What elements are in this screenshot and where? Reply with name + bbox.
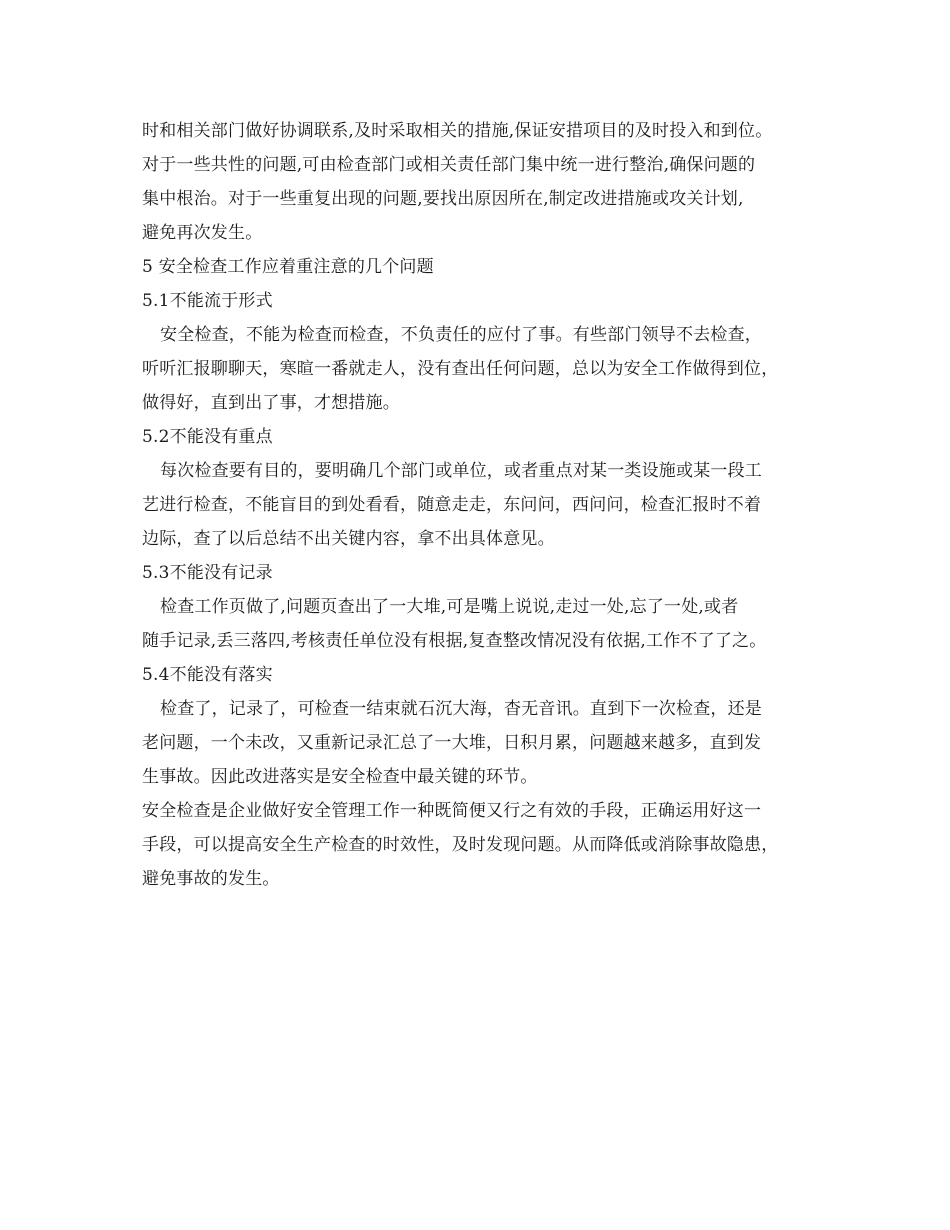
text-line: 艺进行检查，不能盲目的到处看看，随意走走，东问问，西问问，检查汇报时不着 <box>142 495 762 515</box>
text-line: 对于一些共性的问题,可由检查部门或相关责任部门集中统一进行整治,确保问题的 <box>142 155 756 175</box>
text-line: 每次检查要有目的，要明确几个部门或单位，或者重点对某一类设施或某一段工 <box>160 461 762 481</box>
text-line: 时和相关部门做好协调联系,及时采取相关的措施,保证安措项目的及时投入和到位。 <box>142 121 773 141</box>
text-line: 手段，可以提高安全生产检查的时效性，及时发现问题。从而降低或消除事故隐患， <box>142 835 779 855</box>
text-line: 边际，查了以后总结不出关键内容，拿不出具体意见。 <box>142 529 555 549</box>
text-line: 检查了，记录了，可检查一结束就石沉大海，杳无音讯。直到下一次检查，还是 <box>160 699 762 719</box>
text-line: 检查工作页做了,问题页查出了一大堆,可是嘴上说说,走过一处,忘了一处,或者 <box>160 597 739 617</box>
text-line: 生事故。因此改进落实是安全检查中最关键的环节。 <box>142 767 538 787</box>
text-line: 听听汇报聊聊天，寒暄一番就走人，没有查出任何问题，总以为安全工作做得到位， <box>142 359 779 379</box>
subsection-heading: 5.4不能没有落实 <box>142 665 273 685</box>
text-line: 老问题，一个未改，又重新记录汇总了一大堆，日积月累，问题越来越多，直到发 <box>142 733 762 753</box>
subsection-heading: 5.2不能没有重点 <box>142 427 273 447</box>
text-line: 随手记录,丢三落四,考核责任单位没有根据,复查整改情况没有依据,工作不了了之。 <box>142 631 767 651</box>
text-line: 集中根治。对于一些重复出现的问题,要找出原因所在,制定改进措施或攻关计划, <box>142 189 744 209</box>
text-line: 做得好，直到出了事，才想措施。 <box>142 393 400 413</box>
section-heading: 5 安全检查工作应着重注意的几个问题 <box>142 257 434 277</box>
subsection-heading: 5.1不能流于形式 <box>142 291 273 311</box>
text-line: 避免再次发生。 <box>142 223 263 243</box>
document-body <box>142 114 822 896</box>
text-line: 安全检查是企业做好安全管理工作一种既简便又行之有效的手段，正确运用好这一 <box>142 801 762 821</box>
subsection-heading: 5.3不能没有记录 <box>142 563 273 583</box>
text-line: 避免事故的发生。 <box>142 869 280 889</box>
text-line: 安全检查，不能为检查而检查，不负责任的应付了事。有些部门领导不去检查， <box>160 325 762 345</box>
